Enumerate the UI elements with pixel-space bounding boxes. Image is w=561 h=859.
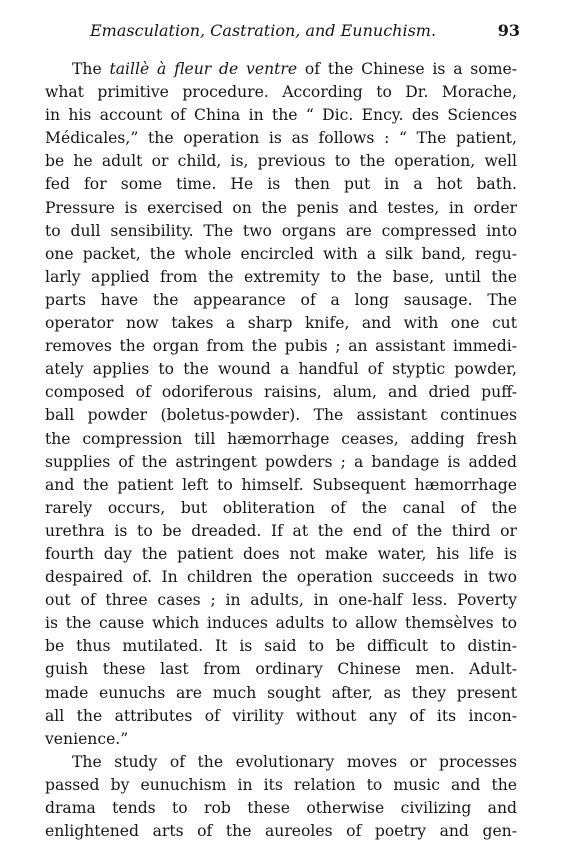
text-line: fourth day the patient does not make water, his life is xyxy=(45,544,517,563)
italic-phrase: taillè à fleur de ventre xyxy=(109,60,298,78)
text-line: venience.” xyxy=(45,729,129,748)
text-line: operator now takes a sharp knife, and with one cut xyxy=(45,314,517,333)
text-line: parts have the appearance of a long sausage. The xyxy=(45,290,517,309)
text-line: enlightened arts of the aureoles of poetry and gen- xyxy=(45,822,517,841)
text-line: ately applies to the wound a handful of styptic powder, xyxy=(45,360,517,379)
text-line: be thus mutilated. It is said to be difficult to distin- xyxy=(45,637,517,656)
text-line: in his account of China in the “ Dic. Ency. des Sciences xyxy=(45,106,517,125)
text-line: to dull sensibility. The two organs are compressed into xyxy=(45,221,517,240)
text-line: one packet, the whole encircled with a silk band, regu- xyxy=(45,244,517,263)
text-line: rarely occurs, but obliteration of the canal of the xyxy=(45,498,517,517)
page-number: 93 xyxy=(497,21,520,40)
text-line: drama tends to rob these otherwise civilizing and xyxy=(45,799,517,817)
text-line: urethra is to be dreaded. If at the end of the third or xyxy=(45,521,517,540)
text-line: and the patient left to himself. Subsequent hæmorrhage xyxy=(45,475,517,494)
text-line: guish these last from ordinary Chinese men. Adult- xyxy=(45,660,517,679)
text-line: all the attributes of virility without any of its incon- xyxy=(45,706,517,725)
text-line: ball powder (boletus-powder). The assistant continues xyxy=(45,406,517,425)
text-line: be he adult or child, is, previous to the operation, well xyxy=(45,152,517,171)
text-line: the compression till hæmorrhage ceases, adding fresh xyxy=(45,429,517,448)
text-line: The taillè à fleur de ventre of the Chinese is a some- xyxy=(72,60,517,78)
text-line: removes the organ from the pubis ; an assistant immedi- xyxy=(45,337,517,356)
paragraph-2 xyxy=(45,751,517,843)
text-line: supplies of the astringent powders ; a bandage is added xyxy=(45,452,517,471)
text-line: is the cause which induces adults to allow themsèlves to xyxy=(45,614,517,633)
text-line: composed of odoriferous raisins, alum, and dried puff- xyxy=(45,383,517,402)
running-title: Emasculation, Castration, and Eunuchism. xyxy=(90,21,437,40)
text-line: made eunuchs are much sought after, as they present xyxy=(45,683,517,702)
text-line: fed for some time. He is then put in a hot bath. xyxy=(45,175,517,194)
running-header xyxy=(90,18,520,44)
text-line: larly applied from the extremity to the base, until the xyxy=(45,267,517,286)
body-text xyxy=(45,58,517,843)
text-line: The study of the evolutionary moves or processes xyxy=(72,752,517,771)
text-line: out of three cases ; in adults, in one-half less. Poverty xyxy=(45,591,517,610)
text-line: passed by eunuchism in its relation to music and the xyxy=(45,775,517,794)
text-line: Médicales,” the operation is as follows : “ The patient, xyxy=(45,129,517,148)
text-line: Pressure is exercised on the penis and testes, in order xyxy=(45,198,517,217)
paragraph-1 xyxy=(45,58,517,751)
text-line: despaired of. In children the operation succeeds in two xyxy=(45,568,517,587)
text-line: what primitive procedure. According to Dr. Morache, xyxy=(45,83,517,102)
